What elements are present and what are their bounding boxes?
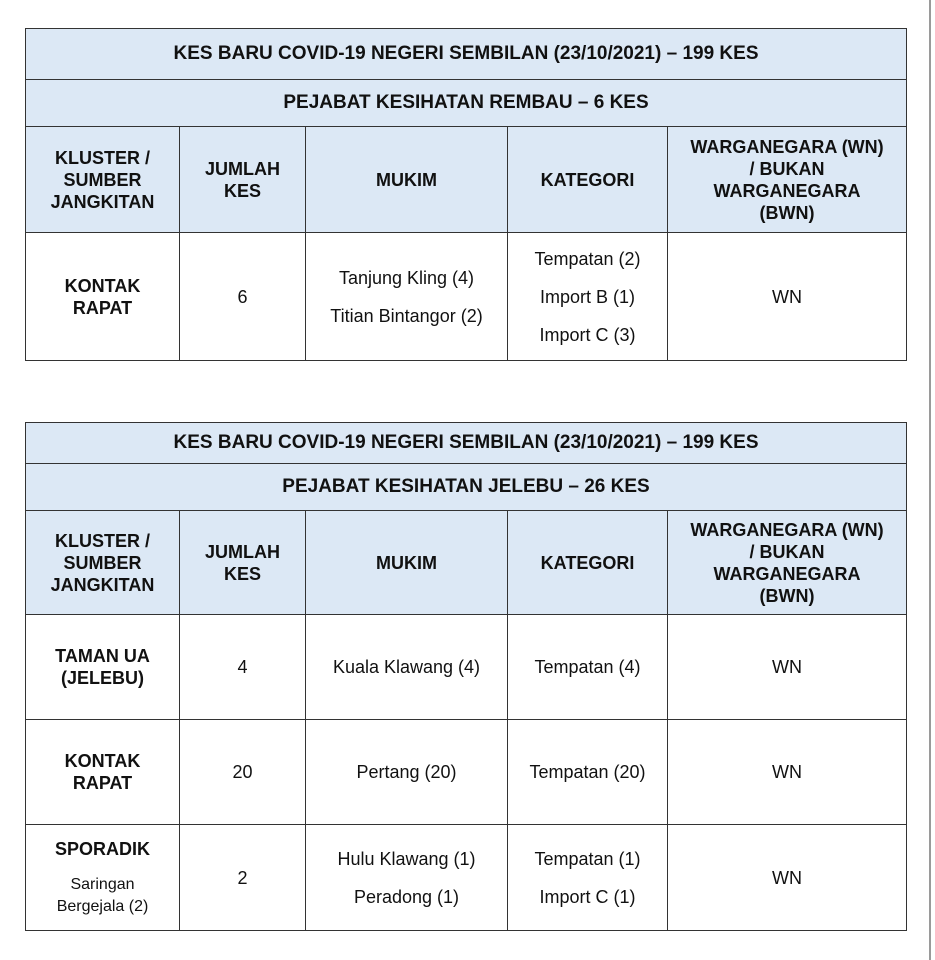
header-kategori: KATEGORI (508, 127, 668, 233)
cell-wn: WN (668, 825, 907, 931)
table-row (26, 233, 907, 361)
header-kategori: KATEGORI (508, 511, 668, 615)
cell-cluster: TAMAN UA (JELEBU) (26, 615, 180, 720)
cell-mukim: Hulu Klawang (1) Peradong (1) (306, 825, 508, 931)
rembau-case-table (25, 28, 907, 361)
office-title: PEJABAT KESIHATAN JELEBU – 26 KES (26, 464, 907, 511)
cell-cluster: KONTAK RAPAT (26, 233, 180, 361)
table-title: KES BARU COVID-19 NEGERI SEMBILAN (23/10/2021) – 199 KES (26, 29, 907, 80)
jelebu-case-table (25, 422, 907, 931)
header-jumlah: JUMLAH KES (180, 127, 306, 233)
header-cluster: KLUSTER / SUMBER JANGKITAN (26, 511, 180, 615)
table-title: KES BARU COVID-19 NEGERI SEMBILAN (23/10/2021) – 199 KES (26, 423, 907, 464)
table-row (26, 615, 907, 720)
cell-mukim: Tanjung Kling (4) Titian Bintangor (2) (306, 233, 508, 361)
cell-kategori: Tempatan (4) (508, 615, 668, 720)
cell-jumlah: 20 (180, 720, 306, 825)
cell-wn: WN (668, 615, 907, 720)
cell-cluster: SPORADIK Saringan Bergejala (2) (26, 825, 180, 931)
table-row (26, 825, 907, 931)
table-row (26, 720, 907, 825)
cell-kategori: Tempatan (2) Import B (1) Import C (3) (508, 233, 668, 361)
cell-kategori: Tempatan (20) (508, 720, 668, 825)
cell-jumlah: 2 (180, 825, 306, 931)
header-wn: WARGANEGARA (WN) / BUKAN WARGANEGARA (BWN) (668, 127, 907, 233)
office-title: PEJABAT KESIHATAN REMBAU – 6 KES (26, 80, 907, 127)
header-wn: WARGANEGARA (WN) / BUKAN WARGANEGARA (BWN) (668, 511, 907, 615)
cell-mukim: Kuala Klawang (4) (306, 615, 508, 720)
header-cluster: KLUSTER / SUMBER JANGKITAN (26, 127, 180, 233)
cell-mukim: Pertang (20) (306, 720, 508, 825)
cell-wn: WN (668, 720, 907, 825)
cell-cluster: KONTAK RAPAT (26, 720, 180, 825)
page-edge-line (929, 0, 931, 960)
cell-wn: WN (668, 233, 907, 361)
cell-jumlah: 6 (180, 233, 306, 361)
cell-kategori: Tempatan (1) Import C (1) (508, 825, 668, 931)
cell-jumlah: 4 (180, 615, 306, 720)
header-mukim: MUKIM (306, 511, 508, 615)
header-jumlah: JUMLAH KES (180, 511, 306, 615)
header-mukim: MUKIM (306, 127, 508, 233)
